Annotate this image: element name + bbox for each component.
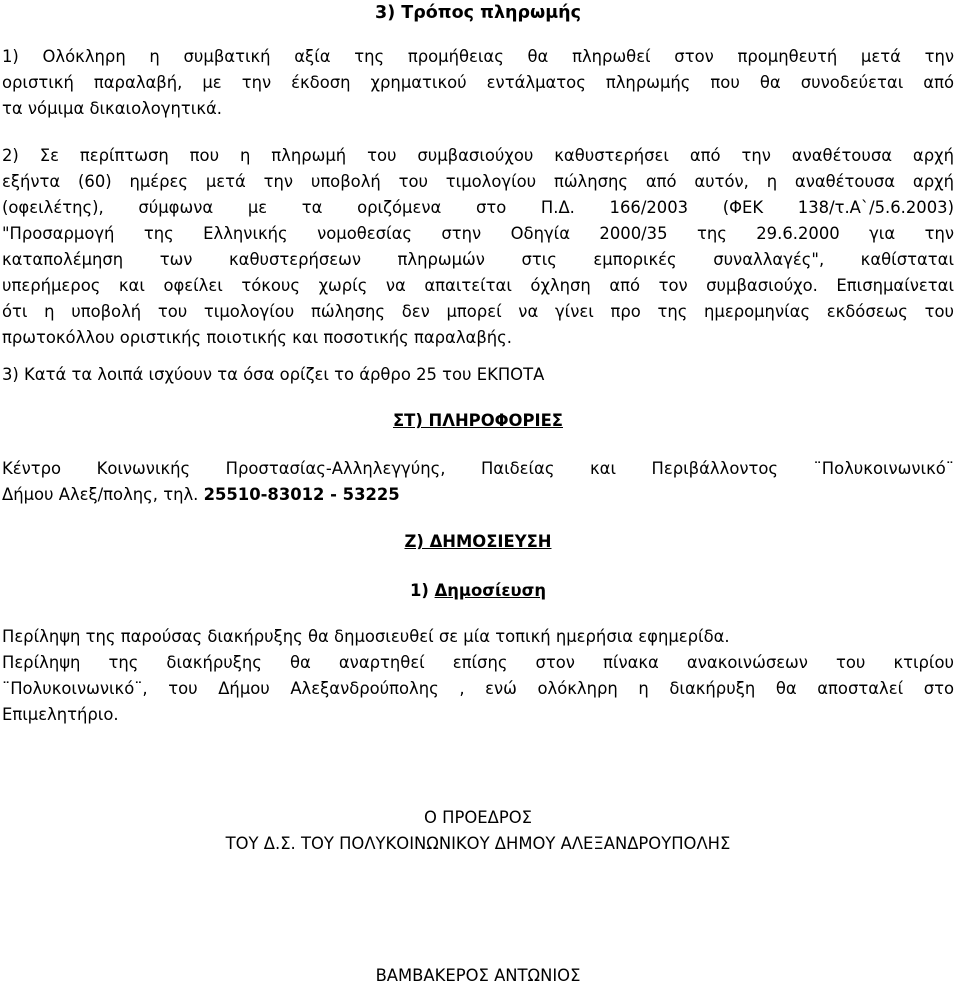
payment-p1-line: οριστική παραλαβή, με την έκδοση χρηματικού εντάλματος πληρωμής που θα συνοδεύεται από: [2, 73, 954, 92]
payment-p3: 3) Κατά τα λοιπά ισχύουν τα όσα ορίζει το άρθρο 25 του ΕΚΠΟΤΑ: [2, 365, 545, 384]
signature-title: Ο ΠΡΟΕΔΡΟΣ: [424, 808, 532, 827]
info-contact-line: [2, 482, 954, 508]
payment-p2-line: "Προσαρμογή της Ελληνικής νομοθεσίας στην Οδηγία 2000/35 της 29.6.2000 για την: [2, 224, 954, 243]
publication-subheading: [2, 578, 954, 604]
info-contact-text: Δήμου Αλεξ/πολης, τηλ.: [2, 485, 204, 504]
payment-p1-line: τα νόμιμα δικαιολογητικά.: [2, 99, 223, 118]
payment-p2-line: 2) Σε περίπτωση που η πληρωμή του συμβασιούχου καθυστερήσει από την αναθέτουσα αρχή: [2, 146, 954, 165]
payment-p2-line: καταπολέμηση των καθυστερήσεων πληρωμών στις εμπορικές συναλλαγές", καθίσταται: [2, 250, 954, 269]
signature-org: ΤΟΥ Δ.Σ. ΤΟΥ ΠΟΛΥΚΟΙΝΩΝΙΚΟΥ ΔΗΜΟΥ ΑΛΕΞΑΝΔΡΟΥΠΟΛΗΣ: [225, 834, 731, 853]
payment-p2-line: (οφειλέτης), σύμφωνα με τα οριζόμενα στο Π.Δ. 166/2003 (ΦΕΚ 138/τ.Α`/5.6.2003): [2, 198, 954, 217]
payment-p2-line: υπερήμερος και οφείλει τόκους χωρίς να απαιτείται όχληση από τον συμβασιούχο. Επισημαίνεται: [2, 276, 954, 295]
section-title-payment: 3) Τρόπος πληρωμής: [375, 3, 581, 23]
payment-p1-line: 1) Ολόκληρη η συμβατική αξία της προμήθειας θα πληρωθεί στον προμηθευτή μετά την: [2, 47, 954, 66]
signature-name: ΒΑΜΒΑΚΕΡΟΣ ΑΝΤΩΝΙΟΣ: [375, 966, 581, 985]
publication-heading: Ζ) ΔΗΜΟΣΙΕΥΣΗ: [404, 532, 552, 551]
payment-p2-line: πρωτοκόλλου οριστικής ποιοτικής και ποσοτικής παραλαβής.: [2, 328, 513, 347]
info-phone: 25510-83012 - 53225: [203, 485, 400, 504]
publication-line: ¨Πολυκοινωνικό¨, του Δήμου Αλεξανδρούπολης , ενώ ολόκληρη η διακήρυξη θα αποσταλεί στο: [2, 679, 954, 698]
publication-line: Επιμελητήριο.: [2, 705, 119, 724]
publication-line: Περίληψη της διακήρυξης θα αναρτηθεί επίσης στον πίνακα ανακοινώσεων του κτιρίου: [2, 653, 954, 672]
publication-sub-label: Δημοσίευση: [434, 581, 547, 600]
info-heading: ΣΤ) ΠΛΗΡΟΦΟΡΙΕΣ: [392, 411, 563, 430]
publication-sub-number: 1): [409, 581, 435, 600]
payment-p2-line: ότι η υποβολή του τιμολογίου πώλησης δεν μπορεί να γίνει προ της ημερομηνίας εκδόσεως του: [2, 302, 954, 321]
publication-line: Περίληψη της παρούσας διακήρυξης θα δημοσιευθεί σε μία τοπική ημερήσια εφημερίδα.: [2, 627, 730, 646]
info-line: Κέντρο Κοινωνικής Προστασίας-Αλληλεγγύης, Παιδείας και Περιβάλλοντος ¨Πολυκοινωνικό¨: [2, 459, 954, 478]
payment-p2-line: εξήντα (60) ημέρες μετά την υποβολή του τιμολογίου πώλησης από αυτόν, η αναθέτουσα αρχή: [2, 172, 954, 191]
